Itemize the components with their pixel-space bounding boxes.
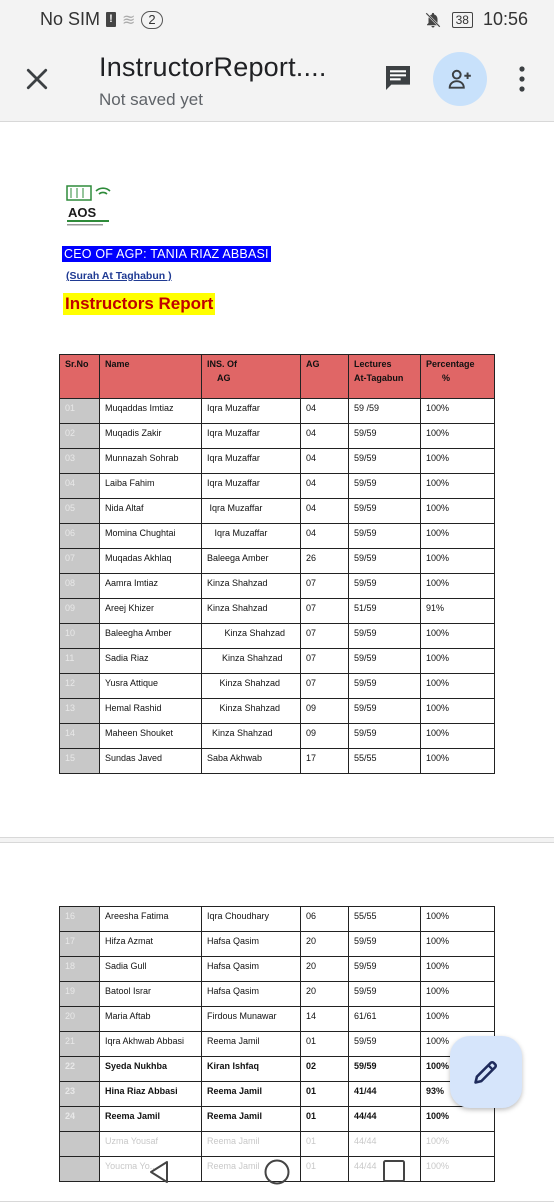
cell-lectures: 55/55 xyxy=(349,749,421,774)
cell-lectures: 59/59 xyxy=(349,649,421,674)
cell-sr-no: 11 xyxy=(60,649,100,674)
mute-bell-icon xyxy=(424,11,442,29)
cell-name: Uzma Yousaf xyxy=(100,1132,202,1157)
cell-sr-no: 08 xyxy=(60,574,100,599)
cell-name: Batool Israr xyxy=(100,982,202,1007)
table-row xyxy=(60,599,495,624)
cell-instructor: Hafsa Qasim xyxy=(202,957,301,982)
cell-lectures: 59/59 xyxy=(349,699,421,724)
cell-sr-no: 10 xyxy=(60,624,100,649)
cell-lectures: 59/59 xyxy=(349,932,421,957)
cell-lectures: 59/59 xyxy=(349,449,421,474)
cell-ag: 01 xyxy=(301,1032,349,1057)
cell-sr-no: 20 xyxy=(60,1007,100,1032)
cell-instructor: Iqra Muzaffar xyxy=(202,499,301,524)
cell-lectures: 59/59 xyxy=(349,982,421,1007)
cell-name: Baleegha Amber xyxy=(100,624,202,649)
header-ins-of-ag: INS. Of AG xyxy=(202,355,301,399)
cell-percentage: 100% xyxy=(421,674,495,699)
cell-lectures: 41/44 xyxy=(349,1082,421,1107)
cell-sr-no: 03 xyxy=(60,449,100,474)
cell-name: Momina Chughtai xyxy=(100,524,202,549)
cell-name: Muqaddas Imtiaz xyxy=(100,399,202,424)
table-row xyxy=(60,399,495,424)
cell-lectures: 59/59 xyxy=(349,474,421,499)
cell-sr-no: 13 xyxy=(60,699,100,724)
cell-sr-no: 24 xyxy=(60,1107,100,1132)
table-row xyxy=(60,424,495,449)
table-row xyxy=(60,1107,495,1132)
cell-ag: 01 xyxy=(301,1082,349,1107)
close-icon[interactable] xyxy=(22,64,52,94)
table-row xyxy=(60,699,495,724)
table-row xyxy=(60,474,495,499)
header-percentage: Percentage % xyxy=(421,355,495,399)
cell-percentage: 100% xyxy=(421,724,495,749)
cell-instructor: Iqra Muzaffar xyxy=(202,424,301,449)
cell-ag: 01 xyxy=(301,1157,349,1182)
cell-ag: 07 xyxy=(301,599,349,624)
home-icon[interactable] xyxy=(263,1158,291,1186)
cell-lectures: 59/59 xyxy=(349,724,421,749)
table-row xyxy=(60,674,495,699)
status-left xyxy=(40,9,163,30)
cell-percentage: 100% xyxy=(421,474,495,499)
cell-sr-no: 07 xyxy=(60,549,100,574)
cell-percentage: 100% xyxy=(421,1132,495,1157)
cell-sr-no: 18 xyxy=(60,957,100,982)
cell-ag: 17 xyxy=(301,749,349,774)
cell-sr-no: 22 xyxy=(60,1057,100,1082)
cell-lectures: 59 /59 xyxy=(349,399,421,424)
cell-name: Sundas Javed xyxy=(100,749,202,774)
table-row xyxy=(60,907,495,932)
cell-name: Areej Khizer xyxy=(100,599,202,624)
save-status: Not saved yet xyxy=(99,90,203,109)
cell-ag: 14 xyxy=(301,1007,349,1032)
cell-name: Reema Jamil xyxy=(100,1107,202,1132)
cell-sr-no: 23 xyxy=(60,1082,100,1107)
cell-name: Laiba Fahim xyxy=(100,474,202,499)
cell-lectures: 59/59 xyxy=(349,624,421,649)
cell-percentage: 100% xyxy=(421,932,495,957)
table-row xyxy=(60,1082,495,1107)
cell-name: Muqadas Akhlaq xyxy=(100,549,202,574)
cell-lectures: 44/44 xyxy=(349,1157,421,1182)
svg-text:AOS: AOS xyxy=(68,205,97,220)
cell-lectures: 59/59 xyxy=(349,574,421,599)
table-row xyxy=(60,749,495,774)
cell-lectures: 59/59 xyxy=(349,524,421,549)
cell-lectures: 59/59 xyxy=(349,424,421,449)
table-row xyxy=(60,1057,495,1082)
recent-apps-icon[interactable] xyxy=(381,1158,407,1184)
cell-name: Munnazah Sohrab xyxy=(100,449,202,474)
wifi-icon: ≋ xyxy=(122,11,136,29)
cell-name: Sadia Gull xyxy=(100,957,202,982)
table-row xyxy=(60,649,495,674)
cell-instructor: Reema Jamil xyxy=(202,1157,301,1182)
cell-name: Hifza Azmat xyxy=(100,932,202,957)
cell-percentage: 100% xyxy=(421,982,495,1007)
cell-ag: 02 xyxy=(301,1057,349,1082)
system-nav-bar xyxy=(0,1142,554,1200)
sim-alert-icon: ! xyxy=(106,12,116,27)
cell-ag: 09 xyxy=(301,724,349,749)
cell-ag: 04 xyxy=(301,399,349,424)
table-row xyxy=(60,449,495,474)
cell-name: Aamra Imtiaz xyxy=(100,574,202,599)
cell-percentage: 100% xyxy=(421,424,495,449)
cell-percentage: 100% xyxy=(421,399,495,424)
cell-lectures: 59/59 xyxy=(349,1032,421,1057)
cell-sr-no: 14 xyxy=(60,724,100,749)
cell-sr-no: 17 xyxy=(60,932,100,957)
cell-ag: 07 xyxy=(301,674,349,699)
cell-percentage: 93% xyxy=(421,1082,495,1107)
table-row xyxy=(60,574,495,599)
cell-sr-no: 06 xyxy=(60,524,100,549)
cell-sr-no: 15 xyxy=(60,749,100,774)
person-add-icon xyxy=(447,66,473,92)
cell-lectures: 44/44 xyxy=(349,1132,421,1157)
cell-sr-no: 01 xyxy=(60,399,100,424)
ceo-line: CEO OF AGP: TANIA RIAZ ABBASI xyxy=(64,247,269,261)
cell-name: Hina Riaz Abbasi xyxy=(100,1082,202,1107)
cell-instructor: Kinza Shahzad xyxy=(202,574,301,599)
cell-instructor: Reema Jamil xyxy=(202,1107,301,1132)
cell-sr-no: 05 xyxy=(60,499,100,524)
cell-name: Areesha Fatima xyxy=(100,907,202,932)
cell-name: Sadia Riaz xyxy=(100,649,202,674)
cell-ag: 20 xyxy=(301,957,349,982)
share-button[interactable] xyxy=(433,52,487,106)
cell-ag: 01 xyxy=(301,1132,349,1157)
cell-name: Muqadis Zakir xyxy=(100,424,202,449)
cell-instructor: Iqra Muzaffar xyxy=(202,449,301,474)
cell-name: Nida Altaf xyxy=(100,499,202,524)
cell-percentage: 100% xyxy=(421,699,495,724)
cell-sr-no: 26 xyxy=(60,1157,100,1182)
cell-percentage: 100% xyxy=(421,624,495,649)
cell-percentage: 100% xyxy=(421,749,495,774)
status-right xyxy=(424,9,528,30)
cell-percentage: 100% xyxy=(421,1157,495,1182)
cell-instructor: Reema Jamil xyxy=(202,1082,301,1107)
cell-sr-no: 19 xyxy=(60,982,100,1007)
cell-lectures: 59/59 xyxy=(349,1057,421,1082)
aos-logo xyxy=(63,184,117,232)
cell-instructor: Hafsa Qasim xyxy=(202,932,301,957)
surah-heading: (Surah At Taghabun ) xyxy=(66,270,172,282)
cell-ag: 07 xyxy=(301,574,349,599)
cell-sr-no: 12 xyxy=(60,674,100,699)
cell-instructor: Iqra Muzaffar xyxy=(202,399,301,424)
table-row xyxy=(60,957,495,982)
cell-ag: 26 xyxy=(301,549,349,574)
cell-name: Iqra Akhwab Abbasi xyxy=(100,1032,202,1057)
cell-name: Hemal Rashid xyxy=(100,699,202,724)
table-row xyxy=(60,724,495,749)
cell-instructor: Iqra Muzaffar xyxy=(202,474,301,499)
battery-indicator: 38 xyxy=(452,12,473,28)
cell-instructor: Kinza Shahzad xyxy=(202,699,301,724)
cell-instructor: Hafsa Qasim xyxy=(202,982,301,1007)
cell-instructor: Reema Jamil xyxy=(202,1032,301,1057)
table-row xyxy=(60,524,495,549)
table-row xyxy=(60,1032,495,1057)
header-sr-no: Sr.No xyxy=(60,355,100,399)
cell-instructor: Iqra Choudhary xyxy=(202,907,301,932)
cell-lectures: 59/59 xyxy=(349,957,421,982)
status-bar xyxy=(0,0,554,38)
cell-lectures: 51/59 xyxy=(349,599,421,624)
cell-sr-no: 25 xyxy=(60,1132,100,1157)
header-lectures: Lectures At-Tagabun xyxy=(349,355,421,399)
cell-instructor: Iqra Muzaffar xyxy=(202,524,301,549)
cell-instructor: Kinza Shahzad xyxy=(202,624,301,649)
cell-instructor: Reema Jamil xyxy=(202,1132,301,1157)
cell-ag: 07 xyxy=(301,649,349,674)
cell-instructor: Saba Akhwab xyxy=(202,749,301,774)
cell-lectures: 55/55 xyxy=(349,907,421,932)
table-row xyxy=(60,549,495,574)
clock: 10:56 xyxy=(482,9,528,29)
cell-percentage: 100% xyxy=(421,574,495,599)
cell-percentage: 100% xyxy=(421,1057,495,1082)
cell-ag: 01 xyxy=(301,1107,349,1132)
cell-lectures: 59/59 xyxy=(349,549,421,574)
cell-name: Maheen Shouket xyxy=(100,724,202,749)
instructors-table-page-1 xyxy=(59,354,495,774)
cell-sr-no: 21 xyxy=(60,1032,100,1057)
cell-instructor: Kinza Shahzad xyxy=(202,674,301,699)
cell-instructor: Baleega Amber xyxy=(202,549,301,574)
cell-ag: 04 xyxy=(301,424,349,449)
cell-lectures: 59/59 xyxy=(349,674,421,699)
cell-name: Maria Aftab xyxy=(100,1007,202,1032)
comment-icon[interactable] xyxy=(382,62,414,94)
cell-sr-no: 09 xyxy=(60,599,100,624)
document-page-1[interactable] xyxy=(0,121,554,838)
cell-percentage: 100% xyxy=(421,549,495,574)
cell-percentage: 100% xyxy=(421,649,495,674)
cell-instructor: Kinza Shahzad xyxy=(202,724,301,749)
cell-sr-no: 16 xyxy=(60,907,100,932)
cell-percentage: 100% xyxy=(421,1007,495,1032)
cell-ag: 09 xyxy=(301,699,349,724)
cell-percentage: 100% xyxy=(421,449,495,474)
cell-percentage: 100% xyxy=(421,499,495,524)
cell-ag: 04 xyxy=(301,474,349,499)
table-row xyxy=(60,499,495,524)
cell-ag: 04 xyxy=(301,524,349,549)
header-ag: AG xyxy=(301,355,349,399)
cell-instructor: Kinza Shahzad xyxy=(202,599,301,624)
cell-sr-no: 04 xyxy=(60,474,100,499)
app-bar xyxy=(0,38,554,120)
cell-ag: 20 xyxy=(301,932,349,957)
cell-ag: 04 xyxy=(301,499,349,524)
cell-sr-no: 02 xyxy=(60,424,100,449)
header-name: Name xyxy=(100,355,202,399)
cell-lectures: 44/44 xyxy=(349,1107,421,1132)
cell-name: Syeda Nukhba xyxy=(100,1057,202,1082)
cell-instructor: Firdous Munawar xyxy=(202,1007,301,1032)
table-row xyxy=(60,932,495,957)
table-row xyxy=(60,982,495,1007)
table-row xyxy=(60,624,495,649)
report-title: Instructors Report xyxy=(65,294,214,313)
back-icon[interactable] xyxy=(145,1158,173,1186)
pencil-icon xyxy=(472,1058,500,1086)
cell-ag: 06 xyxy=(301,907,349,932)
cell-instructor: Kinza Shahzad xyxy=(202,649,301,674)
cell-ag: 20 xyxy=(301,982,349,1007)
cell-percentage: 100% xyxy=(421,1107,495,1132)
cell-instructor: Kiran Ishfaq xyxy=(202,1057,301,1082)
carrier-label: No SIM xyxy=(40,9,101,29)
cell-percentage: 100% xyxy=(421,957,495,982)
more-vert-icon[interactable] xyxy=(512,62,532,96)
cell-percentage: 91% xyxy=(421,599,495,624)
cell-lectures: 61/61 xyxy=(349,1007,421,1032)
instructors-table-page-2 xyxy=(59,906,495,1182)
cell-percentage: 100% xyxy=(421,907,495,932)
cell-name: Yusra Attique xyxy=(100,674,202,699)
cell-ag: 04 xyxy=(301,449,349,474)
cell-percentage: 100% xyxy=(421,524,495,549)
table-row xyxy=(60,1007,495,1032)
cell-percentage: 100% xyxy=(421,1032,495,1057)
notification-count-badge: 2 xyxy=(141,11,162,29)
edit-fab-button[interactable] xyxy=(450,1036,522,1108)
document-title: InstructorReport.... xyxy=(99,52,327,82)
cell-ag: 07 xyxy=(301,624,349,649)
cell-lectures: 59/59 xyxy=(349,499,421,524)
table-header-row xyxy=(60,355,495,399)
cell-name: Youcma Yo... xyxy=(100,1157,202,1182)
